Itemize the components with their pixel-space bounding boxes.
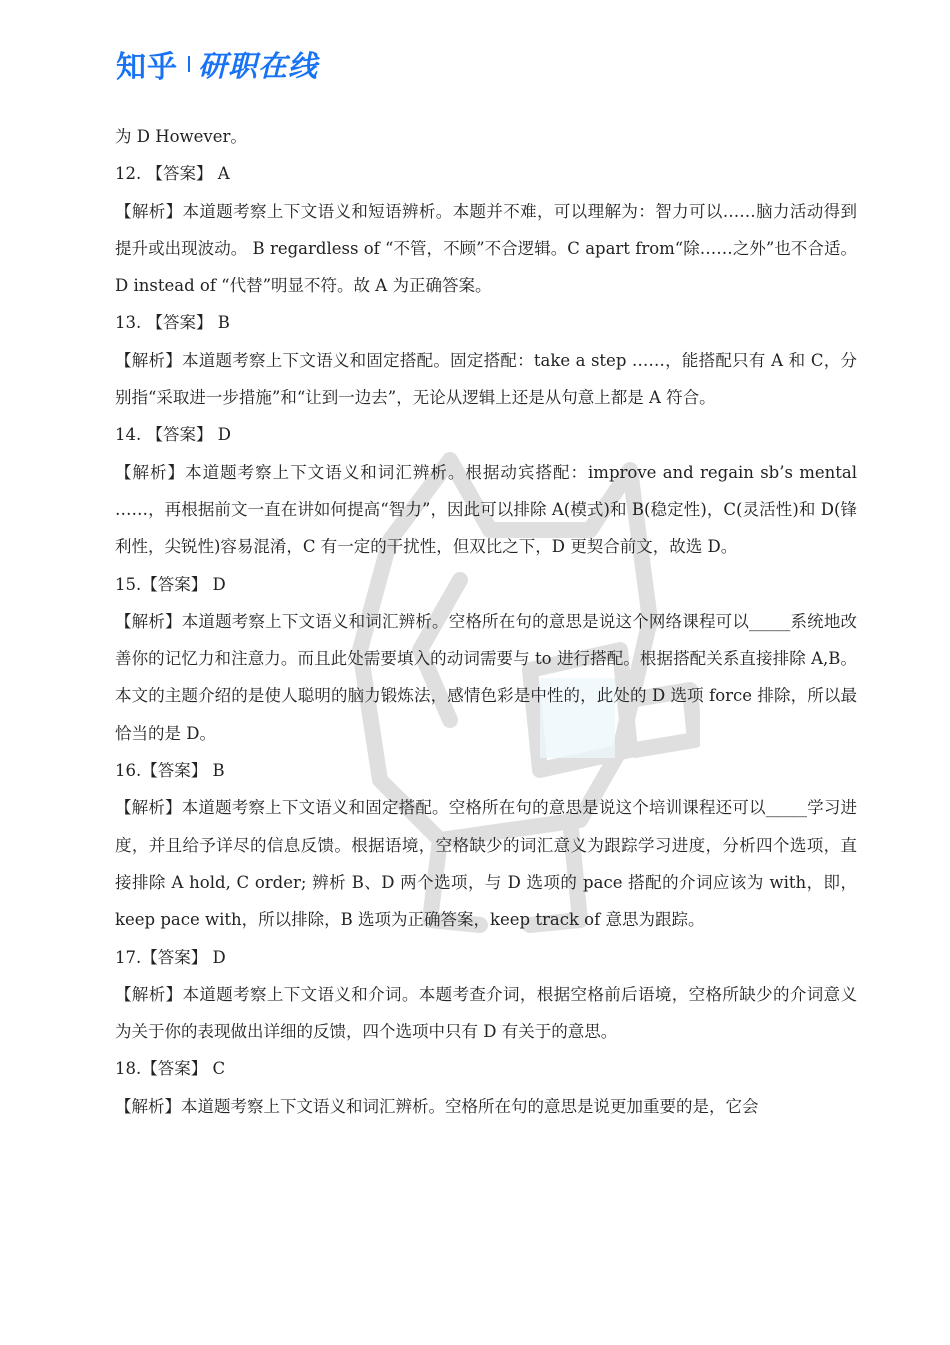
answer-16-heading: 16.【答案】 B	[115, 761, 225, 781]
paragraph-continuation: 为 D However。	[115, 127, 247, 146]
answer-explanations	[115, 118, 857, 1125]
answer-12-heading: 12. 【答案】 A	[115, 164, 230, 184]
logo-divider	[188, 56, 190, 72]
answer-17-heading: 17.【答案】 D	[115, 947, 226, 967]
explanation-16: 【解析】本道题考察上下文语义和固定搭配。空格所在句的意思是说这个培训课程还可以_____学习进度，并且给予详尽的信息反馈。根据语境，空格缺少的词汇意义为跟踪学习进度，分析四个选项，直接排除 A hold, C order; 辨析 B、D 两个选项，与 D 选项的 pace 搭配的介词应该为 with，即，keep pace with，所以排除，B 选项为正确答案，keep track of 意思为跟踪。	[115, 798, 857, 930]
answer-13-heading: 13. 【答案】 B	[115, 313, 230, 333]
logo	[116, 44, 318, 84]
answer-14-heading: 14. 【答案】 D	[115, 425, 231, 445]
logo-zhihu-text: 知乎	[116, 50, 178, 85]
explanation-14: 【解析】本道题考察上下文语义和词汇辨析。根据动宾搭配：improve and regain sb’s mental ……，再根据前文一直在讲如何提高“智力”，因此可以排除 A(模式)和 B(稳定性)，C(灵活性)和 D(锋利性，尖锐性)容易混淆，C 有一定的干扰性，但双比之下，D 更契合前文，故选 D。	[115, 462, 857, 557]
explanation-17: 【解析】本道题考察上下文语义和介词。本题考查介词，根据空格前后语境，空格所缺少的介词意义为关于你的表现做出详细的反馈，四个选项中只有 D 有关于的意思。	[115, 984, 857, 1042]
answer-18-heading: 18.【答案】 C	[115, 1059, 226, 1079]
answer-15-heading: 15.【答案】 D	[115, 574, 226, 594]
logo-yanzhi-text: 研职在线	[198, 48, 319, 83]
explanation-12: 【解析】本道题考察上下文语义和短语辨析。本题并不难，可以理解为：智力可以……脑力活动得到提升或出现波动。 B regardless of “不管，不顾”不合逻辑。C apart from“除……之外”也不合适。D instead of “代替”明显不符。故 A 为正确答案。	[115, 201, 857, 296]
explanation-18: 【解析】本道题考察上下文语义和词汇辨析。空格所在句的意思是说更加重要的是，它会	[115, 1096, 759, 1116]
explanation-13: 【解析】本道题考察上下文语义和固定搭配。固定搭配：take a step ……，能搭配只有 A 和 C，分别指“采取进一步措施”和“让到一边去”，无论从逻辑上还是从句意上都是 A 符合。	[115, 350, 857, 408]
explanation-15: 【解析】本道题考察上下文语义和词汇辨析。空格所在句的意思是说这个网络课程可以_____系统地改善你的记忆力和注意力。而且此处需要填入的动词需要与 to 进行搭配。根据搭配关系直接排除 A,B。本文的主题介绍的是使人聪明的脑力锻炼法，感情色彩是中性的，此处的 D 选项 force 排除，所以最恰当的是 D。	[115, 611, 857, 743]
